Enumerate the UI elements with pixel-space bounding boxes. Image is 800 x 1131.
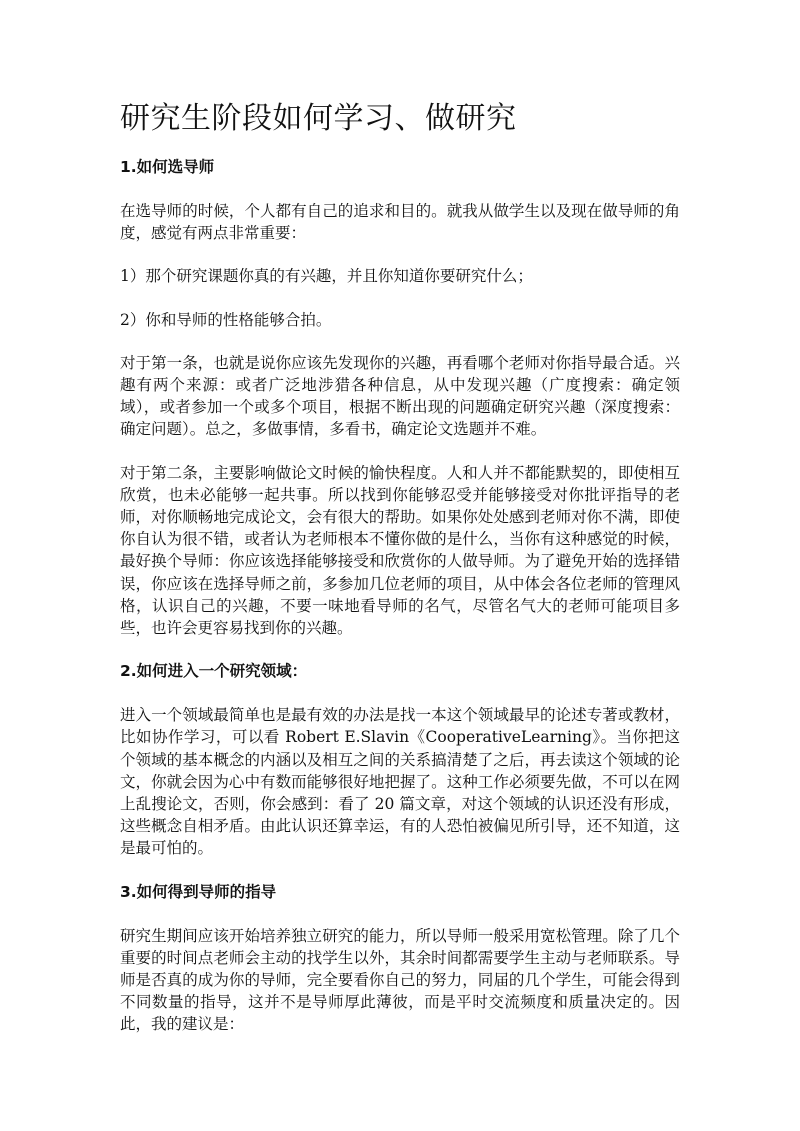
paragraph: 对于第一条，也就是说你应该先发现你的兴趣，再看哪个老师对你指导最合适。兴趣有两个来源：或者广泛地涉猎各种信息，从中发现兴趣（广度搜索：确定领域），或者参加一个或多个项目，根据不断出现的问题确定研究兴趣（深度搜索：确定问题）。总之，多做事情，多看书，确定论文选题并不难。 <box>120 353 680 439</box>
document-title: 研究生阶段如何学习、做研究 <box>120 101 517 136</box>
paragraph: 进入一个领域最简单也是最有效的办法是找一本这个领域最早的论述专著或教材，比如协作学习，可以看 Robert E.Slavin《CooperativeLearning》。当你把这个领域的基本概念的内涵以及相互之间的关系搞清楚了之后，再去读这个领域的论文，你就会因为心中有数而能够很好地把握了。这种工作必须要先做，不可以在网上乱搜论文，否则，你会感到：看了 20 篇文章，对这个领域的认识还没有形成，这些概念自相矛盾。由此认识还算幸运，有的人恐怕被偏见所引导，还不知道，这是最可怕的。 <box>120 706 680 858</box>
paragraph: 1）那个研究课题你真的有兴趣，并且你知道你要研究什么； <box>120 267 533 286</box>
paragraph: 2）你和导师的性格能够合拍。 <box>120 310 332 329</box>
section-advisor-guidance <box>120 881 680 1036</box>
section-choose-advisor <box>120 156 680 639</box>
section-heading: 2.如何进入一个研究领域： <box>120 662 308 681</box>
paragraph: 对于第二条，主要影响做论文时候的愉快程度。人和人并不都能默契的，即使相互欣赏，也未必能够一起共事。所以找到你能够忍受并能够接受对你批评指导的老师，对你顺畅地完成论文，会有很大的帮助。如果你处处感到老师对你不满，即使你自认为很不错，或者认为老师根本不懂你做的是什么，当你有这种感觉的时候，最好换个导师：你应该选择能够接受和欣赏你的人做导师。为了避免开始的选择错误，你应该在选择导师之前，多参加几位老师的项目，从中体会各位老师的管理风格，认识自己的兴趣，不要一味地看导师的名气，尽管名气大的老师可能项目多些，也许会更容易找到你的兴趣。 <box>120 463 680 638</box>
section-heading: 1.如何选导师 <box>120 158 215 176</box>
section-heading: 3.如何得到导师的指导 <box>120 882 277 901</box>
paragraph: 在选导师的时候，个人都有自己的追求和目的。就我从做学生以及现在做导师的角度，感觉有两点非常重要： <box>120 202 680 243</box>
section-enter-research-field <box>120 660 680 859</box>
paragraph: 研究生期间应该开始培养独立研究的能力，所以导师一般采用宽松管理。除了几个重要的时间点老师会主动的找学生以外，其余时间都需要学生主动与老师联系。导师是否真的成为你的导师，完全要看你自己的努力，同届的几个学生，可能会得到不同数量的指导，这并不是导师厚此薄彼，而是平时交流频度和质量决定的。因此，我的建议是： <box>120 926 680 1034</box>
